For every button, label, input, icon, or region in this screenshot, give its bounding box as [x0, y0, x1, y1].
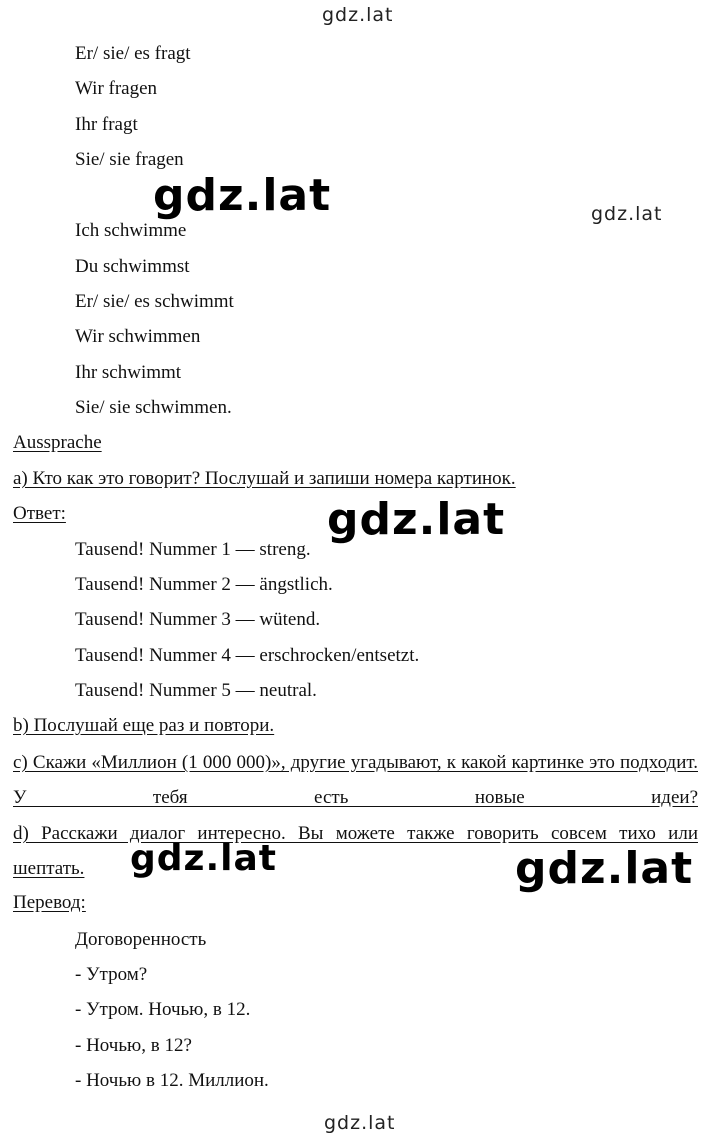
watermark-bottom: gdz.lat [324, 1112, 396, 1134]
conj-line: Wir schwimmen [75, 326, 201, 347]
conj-line: Er/ sie/ es fragt [75, 43, 191, 64]
answer-line: Tausend! Nummer 4 — erschrocken/entsetzt. [75, 645, 420, 666]
watermark-large-2: gdz.lat [327, 494, 506, 545]
conj-line: Er/ sie/ es schwimmt [75, 291, 234, 312]
watermark-top: gdz.lat [322, 4, 394, 26]
watermark-right: gdz.lat [591, 203, 663, 225]
task-c: c) Скажи «Миллион (1 000 000)», другие угадывают, к какой картинке это подходит. У тебя есть новые идеи? [13, 752, 698, 808]
watermark-large-1: gdz.lat [153, 170, 332, 221]
task-d: d) Расскажи диалог интересно. Вы можете также говорить совсем тихо или шептать. [13, 823, 698, 879]
conj-line: Wir fragen [75, 78, 158, 99]
answer-line: Tausend! Nummer 1 — streng. [75, 539, 311, 560]
translation-label: Перевод: [13, 892, 86, 913]
watermark-large-4: gdz.lat [515, 843, 694, 894]
conj-line: Ihr fragt [75, 114, 138, 135]
answer-line: Tausend! Nummer 2 — ängstlich. [75, 574, 333, 595]
conj-line: Sie/ sie fragen [75, 149, 184, 170]
conj-line: Ich schwimme [75, 220, 187, 241]
section-heading: Aussprache [13, 432, 102, 453]
answer-line: Tausend! Nummer 3 — wütend. [75, 609, 321, 630]
conj-line: Sie/ sie schwimmen. [75, 397, 232, 418]
answer-label: Ответ: [13, 503, 66, 524]
task-b: b) Послушай еще раз и повтори. [13, 715, 275, 736]
translation-line: Договоренность [75, 929, 207, 950]
translation-line: - Утром? [75, 964, 148, 985]
translation-line: - Утром. Ночью, в 12. [75, 999, 251, 1020]
conj-line: Ihr schwimmt [75, 362, 182, 383]
translation-line: - Ночью в 12. Миллион. [75, 1070, 269, 1091]
translation-line: - Ночью, в 12? [75, 1035, 192, 1056]
answer-line: Tausend! Nummer 5 — neutral. [75, 680, 317, 701]
watermark-large-3: gdz.lat [130, 838, 278, 879]
conj-line: Du schwimmst [75, 256, 190, 277]
task-a: a) Кто как это говорит? Послушай и запиши номера картинок. [13, 468, 516, 489]
